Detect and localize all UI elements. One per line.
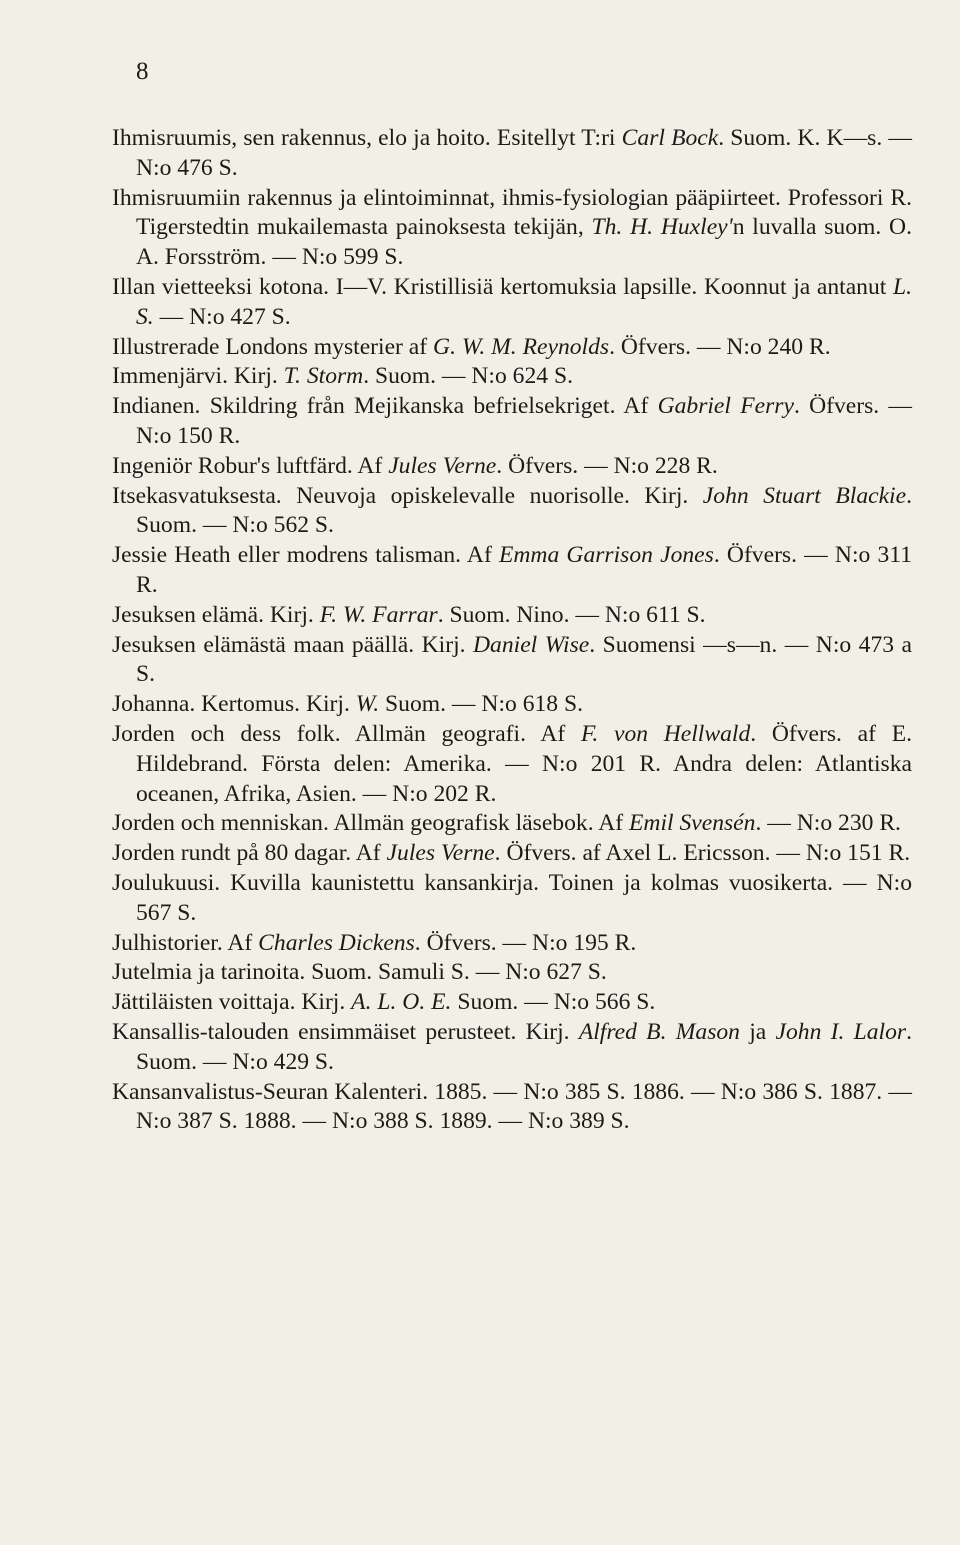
entry-text: Johanna. Kertomus. Kirj. xyxy=(112,691,356,718)
entry-author: L. S. xyxy=(136,273,912,330)
entry-text: . Öfvers. — N:o 228 R. xyxy=(496,452,718,479)
page-number: 8 xyxy=(136,58,149,85)
entry-text: Jutelmia ja tarinoita. Suom. Samuli S. — N:o 627 S. xyxy=(112,959,607,986)
catalog-entry xyxy=(112,869,912,929)
catalog-entry xyxy=(112,333,912,363)
entry-text: Julhistorier. Af xyxy=(112,929,259,956)
entry-text: ja xyxy=(739,1018,776,1045)
entry-author: W. xyxy=(355,691,380,718)
catalog-entry xyxy=(112,482,912,542)
catalog-entry xyxy=(112,720,912,809)
entry-text: n luvalla suom. O. A. Forsström. — N:o 599 S. xyxy=(136,214,912,271)
entry-text: Jesuksen elämä. Kirj. xyxy=(112,601,320,628)
entry-text: . Öfvers. — N:o 240 R. xyxy=(609,333,831,360)
entry-text: Suom. — N:o 618 S. xyxy=(379,691,584,718)
catalog-entry xyxy=(112,809,912,839)
catalog-entry xyxy=(112,1018,912,1078)
entry-text: . Suom. K. K—s. — N:o 476 S. xyxy=(136,125,912,181)
entry-author: G. W. M. Reynolds xyxy=(433,333,610,360)
entry-author: Alfred B. Mason xyxy=(578,1018,740,1045)
catalog-entry xyxy=(112,929,912,959)
catalog-entry xyxy=(112,958,912,988)
entry-author: Carl Bock xyxy=(621,125,719,151)
entry-text: . Suom. — N:o 624 S. xyxy=(363,363,573,390)
catalog-entries xyxy=(112,124,912,1137)
entry-text: Jättiläisten voittaja. Kirj. xyxy=(112,989,352,1016)
entry-text: Illan vietteeksi kotona. I—V. Kristillisiä kertomuksia lapsille. Koonnut ja antanut xyxy=(112,273,893,300)
catalog-entry xyxy=(112,452,912,482)
entry-author: F. von Hellwald xyxy=(581,720,751,747)
entry-author: Emil Svensén xyxy=(629,810,756,837)
entry-text: Kansallis-talouden ensimmäiset perusteet. Kirj. xyxy=(112,1018,579,1045)
entry-author: A. L. O. E. xyxy=(351,989,452,1016)
entry-text: Suom. — N:o 566 S. xyxy=(451,989,656,1016)
entry-author: F. W. Farrar xyxy=(319,601,438,628)
catalog-entry xyxy=(112,541,912,601)
entry-text: . Suom. Nino. — N:o 611 S. xyxy=(437,601,706,628)
entry-text: . Suomensi —s—n. — N:o 473 a S. xyxy=(136,631,912,688)
entry-author: Th. H. Huxley' xyxy=(591,214,733,241)
entry-text: . Öfvers. — N:o 150 R. xyxy=(136,393,913,449)
entry-text: Jessie Heath eller modrens talisman. Af xyxy=(112,542,499,569)
entry-text: . Suom. — N:o 429 S. xyxy=(136,1018,912,1075)
entry-text: Jorden rundt på 80 dagar. Af xyxy=(112,840,387,867)
catalog-entry xyxy=(112,1078,912,1138)
entry-author: John I. Lalor xyxy=(775,1018,907,1045)
entry-text: . Öfvers. — N:o 195 R. xyxy=(414,929,637,956)
entry-text: Jorden och dess folk. Allmän geografi. Af xyxy=(112,720,581,747)
entry-author: Emma Garrison Jones xyxy=(498,542,714,569)
entry-text: — N:o 427 S. xyxy=(153,303,291,330)
entry-author: T. Storm xyxy=(283,363,364,390)
entry-author: Gabriel Ferry xyxy=(657,393,794,420)
entry-text: Indianen. Skildring från Mejikanska befrielsekriget. Af xyxy=(112,393,658,420)
catalog-entry xyxy=(112,839,912,869)
catalog-entry xyxy=(112,392,912,452)
catalog-entry xyxy=(112,124,912,184)
entry-text: . Öfvers. — N:o 311 R. xyxy=(136,542,912,598)
entry-text: Immenjärvi. Kirj. xyxy=(112,363,284,390)
entry-author: Charles Dickens xyxy=(258,929,415,956)
catalog-entry xyxy=(112,690,912,720)
entry-text: Ingeniör Robur's luftfärd. Af xyxy=(112,452,389,479)
catalog-entry xyxy=(112,184,912,273)
entry-text: Kansanvalistus-Seuran Kalenteri. 1885. — N:o 385 S. 1886. — N:o 386 S. 1887. — N:o 387 S. 1888. — N:o 388 S. 1889. — N:o 389 S. xyxy=(112,1078,912,1135)
catalog-entry xyxy=(112,601,912,631)
entry-text: Ihmisruumiin rakennus ja elintoiminnat, ihmis-fysiologian pääpiirteet. Professori R. Tigerstedtin mukailemasta painoksesta tekijän, xyxy=(112,184,912,241)
entry-author: Jules Verne xyxy=(386,840,495,867)
entry-text: . Öfvers. af Axel L. Ericsson. — N:o 151 R. xyxy=(494,840,911,867)
entry-text: . Öfvers. af E. Hildebrand. Första delen: Amerika. — N:o 201 R. Andra delen: Atlantiska oceanen, Afrika, Asien. — N:o 202 R. xyxy=(136,720,912,807)
catalog-entry xyxy=(112,362,912,392)
catalog-entry xyxy=(112,631,912,691)
entry-author: Daniel Wise xyxy=(473,631,590,658)
entry-text: Jorden och menniskan. Allmän geografisk läsebok. Af xyxy=(112,810,629,837)
entry-text: Jesuksen elämästä maan päällä. Kirj. xyxy=(112,631,474,658)
entry-author: John Stuart Blackie xyxy=(702,482,907,509)
entry-text: Illustrerade Londons mysterier af xyxy=(112,333,434,360)
catalog-entry xyxy=(112,988,912,1018)
entry-author: Jules Verne xyxy=(388,452,497,479)
catalog-entry xyxy=(112,273,912,333)
entry-text: Itsekasvatuksesta. Neuvoja opiskelevalle nuorisolle. Kirj. xyxy=(112,482,703,509)
entry-text: . — N:o 230 R. xyxy=(755,810,901,837)
entry-text: Joulukuusi. Kuvilla kaunistettu kansankirja. Toinen ja kolmas vuosikerta. — N:o 567 S. xyxy=(112,869,912,926)
entry-text: . Suom. — N:o 562 S. xyxy=(136,482,912,539)
entry-text: Ihmisruumis, sen rakennus, elo ja hoito. Esitellyt T:ri xyxy=(112,125,622,151)
